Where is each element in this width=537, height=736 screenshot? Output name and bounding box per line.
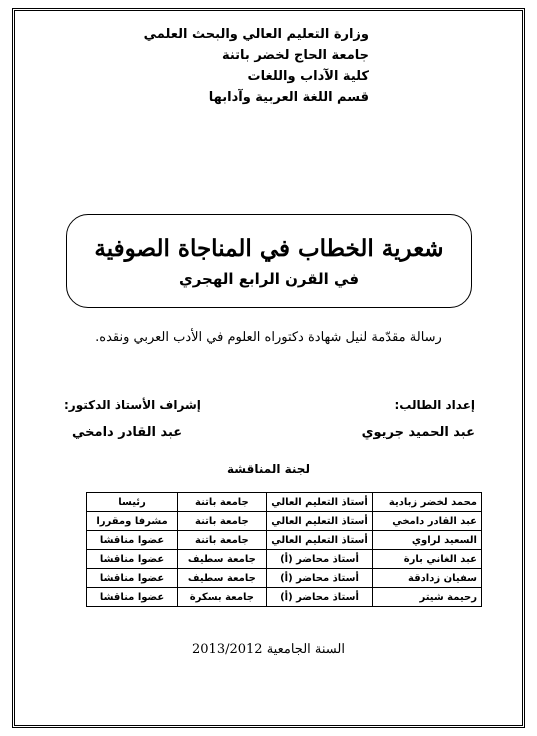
department-line: قسم اللغة العربية وآدابها	[208, 90, 369, 105]
member-rank: أستاذ التعليم العالي	[266, 531, 373, 550]
table-row	[87, 569, 482, 588]
institution-header	[109, 24, 369, 108]
committee-table	[86, 492, 482, 607]
member-university: جامعة بسكرة	[178, 588, 267, 607]
member-rank: أستاذ محاضر (أ)	[266, 569, 373, 588]
member-university: جامعة باتنة	[178, 531, 267, 550]
member-name: رحيمة شيتر	[373, 588, 482, 607]
thesis-purpose: رسالة مقدّمة لنيل شهادة دكتوراه العلوم في الأدب العربي ونقده.	[95, 330, 442, 345]
member-name: عبد الغاني بارة	[373, 550, 482, 569]
university-line: جامعة الحاج لخضر باتنة	[221, 48, 369, 63]
member-name: عبد القادر دامخي	[373, 512, 482, 531]
table-row	[87, 550, 482, 569]
member-university: جامعة باتنة	[178, 512, 267, 531]
member-name: السعيد لراوي	[373, 531, 482, 550]
table-row	[87, 512, 482, 531]
member-name: سفيان زدادقة	[373, 569, 482, 588]
member-role: رئيسا	[87, 493, 178, 512]
table-row	[87, 588, 482, 607]
member-role: عضوا مناقشا	[87, 550, 178, 569]
member-rank: أستاذ التعليم العالي	[266, 493, 373, 512]
member-university: جامعة سطيف	[178, 569, 267, 588]
member-rank: أستاذ التعليم العالي	[266, 512, 373, 531]
page-border	[12, 8, 525, 728]
member-role: عضوا مناقشا	[87, 588, 178, 607]
committee-title: لجنة المناقشة	[227, 462, 310, 476]
faculty-line: كلية الآداب واللغات	[247, 69, 369, 84]
academic-year: السنة الجامعية 2013/2012	[192, 642, 345, 657]
member-university: جامعة سطيف	[178, 550, 267, 569]
table-row	[87, 531, 482, 550]
thesis-subtitle: في القرن الرابع الهجري	[178, 270, 360, 288]
member-name: محمد لخضر زبادية	[373, 493, 482, 512]
member-role: عضوا مناقشا	[87, 569, 178, 588]
student-label: إعداد الطالب:	[394, 398, 475, 412]
supervisor-label: إشراف الأستاذ الدكتور:	[64, 398, 201, 412]
member-university: جامعة باتنة	[178, 493, 267, 512]
member-role: مشرفا ومقررا	[87, 512, 178, 531]
student-name: عبد الحميد جريوي	[361, 425, 475, 440]
member-role: عضوا مناقشا	[87, 531, 178, 550]
member-rank: أستاذ محاضر (أ)	[266, 550, 373, 569]
supervisor-name: عبد القادر دامخي	[72, 425, 183, 440]
ministry-line: وزارة التعليم العالي والبحث العلمي	[143, 27, 369, 42]
member-rank: أستاذ محاضر (أ)	[266, 588, 373, 607]
thesis-title: شعرية الخطاب في المناجاة الصوفية	[94, 235, 444, 262]
title-box	[66, 214, 472, 308]
table-row	[87, 493, 482, 512]
